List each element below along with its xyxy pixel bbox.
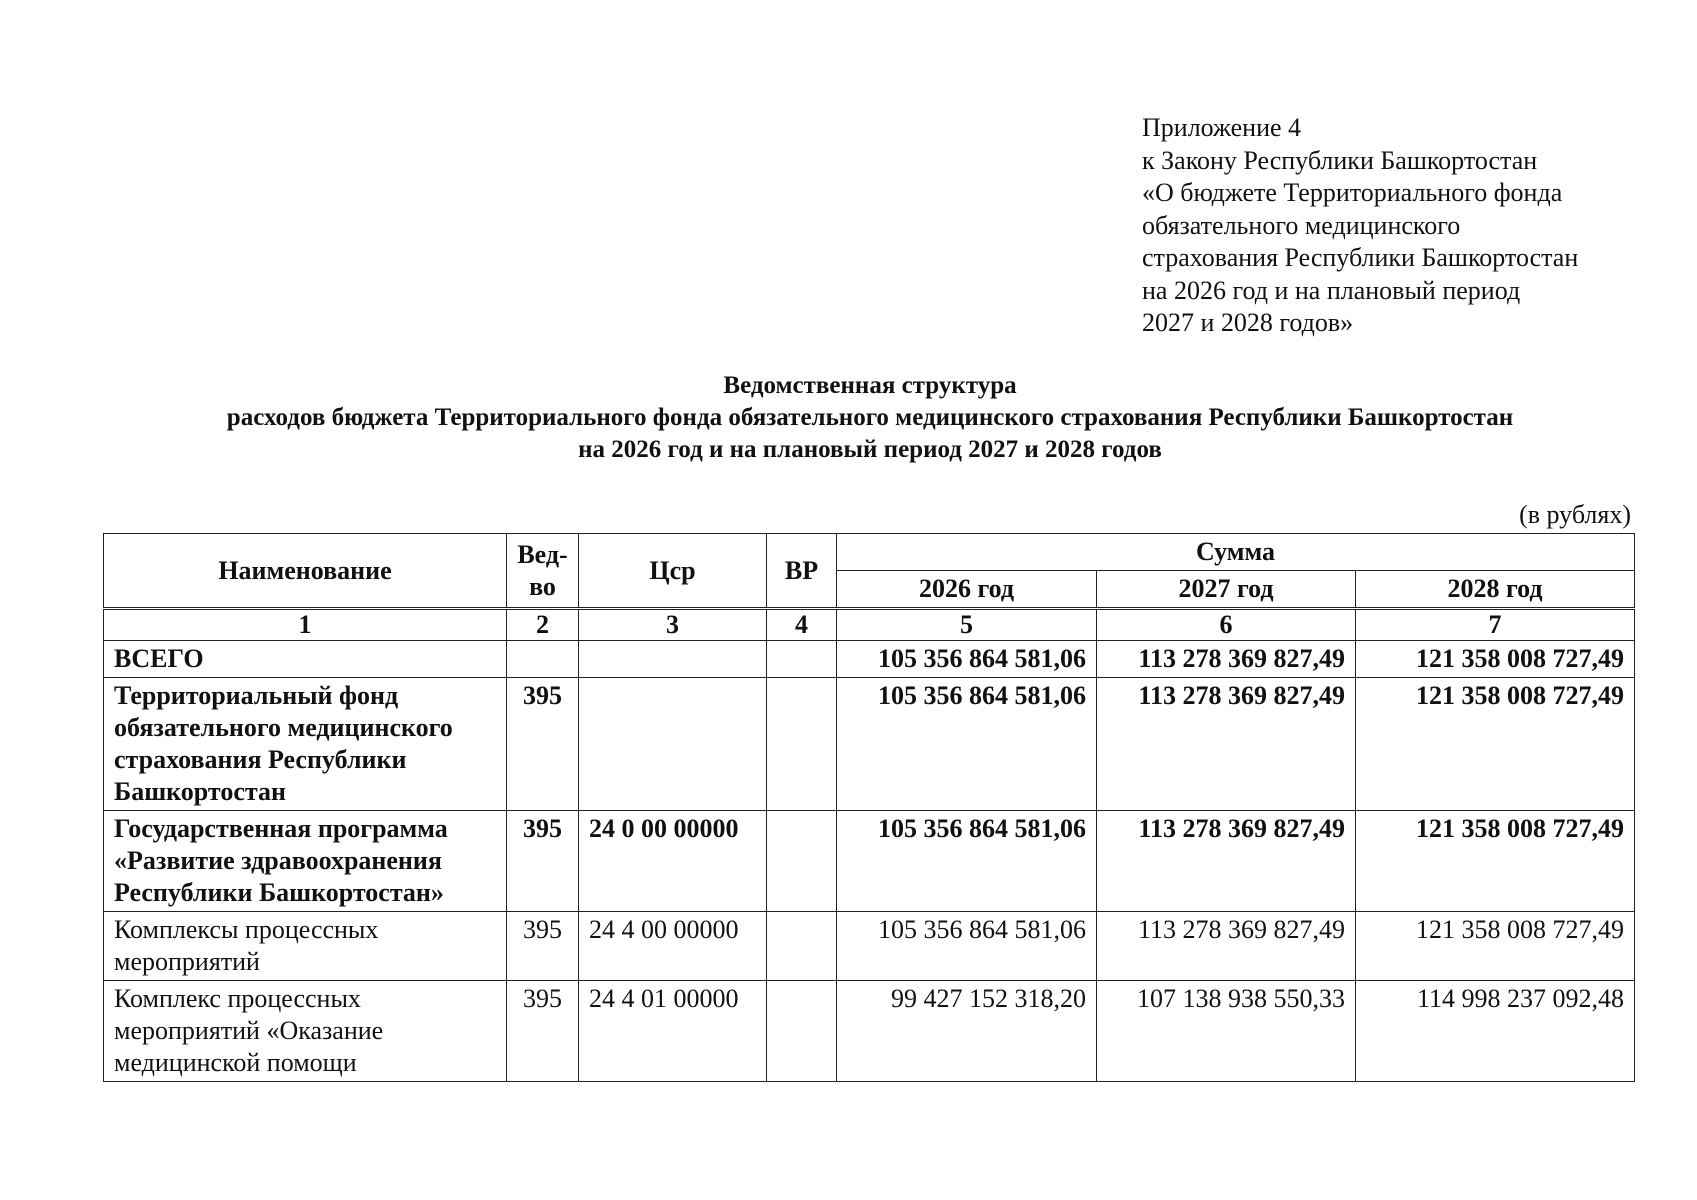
header-2026: 2026 год [837, 571, 1097, 609]
row-sum-2027: 113 278 369 827,49 [1097, 678, 1356, 811]
appendix-line: страхования Республики Башкортостан [1142, 243, 1579, 272]
row-sum-2027: 107 138 938 550,33 [1097, 981, 1356, 1082]
title-line-2: расходов бюджета Территориального фонда обязательного медицинского страхования Республики Башкортостан [226, 404, 1514, 431]
header-csr: Цср [579, 534, 767, 609]
row-ved: 395 [507, 981, 579, 1082]
column-number: 1 [104, 609, 507, 641]
header-vr: ВР [767, 534, 837, 609]
header-2028: 2028 год [1356, 571, 1635, 609]
row-sum-2026: 105 356 864 581,06 [837, 678, 1097, 811]
row-sum-2028: 121 358 008 727,49 [1356, 678, 1635, 811]
appendix-header [1142, 112, 1578, 340]
document-title [100, 370, 1640, 466]
row-csr: 24 4 00 00000 [579, 912, 767, 981]
row-sum-2026: 105 356 864 581,06 [837, 811, 1097, 912]
header-2027: 2027 год [1097, 571, 1356, 609]
row-sum-2026: 105 356 864 581,06 [837, 912, 1097, 981]
title-line-1: Ведомственная структура [723, 372, 1017, 399]
row-ved: 395 [507, 678, 579, 811]
title-line-3: на 2026 год и на плановый период 2027 и 2028 годов [578, 436, 1162, 463]
budget-table [103, 533, 1635, 1082]
row-name: Территориальный фонд обязательного медицинского страхования Республики Башкортостан [104, 678, 507, 811]
header-sum: Сумма [837, 534, 1635, 571]
row-csr: 24 0 00 00000 [579, 811, 767, 912]
table-row [104, 981, 1635, 1082]
row-vr [767, 811, 837, 912]
row-sum-2028: 121 358 008 727,49 [1356, 641, 1635, 678]
appendix-line: 2027 и 2028 годов» [1142, 308, 1354, 337]
column-number: 2 [507, 609, 579, 641]
appendix-line: «О бюджете Территориального фонда [1142, 178, 1563, 207]
row-csr [579, 641, 767, 678]
row-sum-2027: 113 278 369 827,49 [1097, 912, 1356, 981]
table-row-total [104, 641, 1635, 678]
row-vr [767, 641, 837, 678]
row-name: ВСЕГО [104, 641, 507, 678]
row-ved: 395 [507, 912, 579, 981]
row-sum-2026: 105 356 864 581,06 [837, 641, 1097, 678]
row-name: Комплекс процессных мероприятий «Оказание медицинской помощи [104, 981, 507, 1082]
row-name: Государственная программа «Развитие здравоохранения Республики Башкортостан» [104, 811, 507, 912]
appendix-line: Приложение 4 [1142, 113, 1302, 142]
row-sum-2028: 114 998 237 092,48 [1356, 981, 1635, 1082]
appendix-line: к Закону Республики Башкортостан [1142, 145, 1538, 175]
units-label: (в рублях) [1519, 500, 1631, 529]
header-name: Наименование [104, 534, 507, 609]
row-vr [767, 678, 837, 811]
row-ved [507, 641, 579, 678]
row-sum-2026: 99 427 152 318,20 [837, 981, 1097, 1082]
row-name: Комплексы процессных мероприятий [104, 912, 507, 981]
row-ved: 395 [507, 811, 579, 912]
header-row-1 [104, 534, 1635, 571]
row-vr [767, 981, 837, 1082]
column-number: 6 [1097, 609, 1356, 641]
column-number-row [104, 609, 1635, 641]
column-number: 3 [579, 609, 767, 641]
appendix-line: обязательного медицинского [1142, 210, 1461, 240]
table-row [104, 811, 1635, 912]
row-sum-2027: 113 278 369 827,49 [1097, 641, 1356, 678]
column-number: 4 [767, 609, 837, 641]
row-csr [579, 678, 767, 811]
row-sum-2028: 121 358 008 727,49 [1356, 811, 1635, 912]
row-sum-2027: 113 278 369 827,49 [1097, 811, 1356, 912]
column-number: 7 [1356, 609, 1635, 641]
table-row [104, 912, 1635, 981]
table-row [104, 678, 1635, 811]
header-ved [507, 534, 579, 609]
header-ved-line1: Вед- [517, 539, 568, 569]
column-number: 5 [837, 609, 1097, 641]
row-csr: 24 4 01 00000 [579, 981, 767, 1082]
row-sum-2028: 121 358 008 727,49 [1356, 912, 1635, 981]
row-vr [767, 912, 837, 981]
header-ved-line2: во [529, 571, 556, 601]
appendix-line: на 2026 год и на плановый период [1142, 275, 1521, 305]
